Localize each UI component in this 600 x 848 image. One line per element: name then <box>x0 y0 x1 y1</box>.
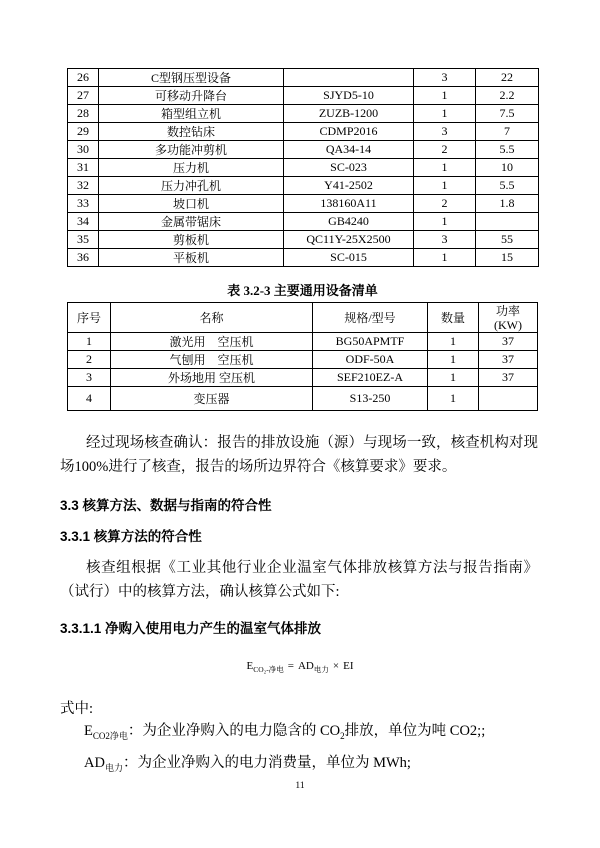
cell-qty: 2 <box>414 141 476 159</box>
cell-spec: CDMP2016 <box>284 123 414 141</box>
cell-no: 32 <box>68 177 99 195</box>
cell-no: 30 <box>68 141 99 159</box>
cell-spec: SJYD5-10 <box>284 87 414 105</box>
co2-subscript: 2 <box>340 730 345 741</box>
cell-name: 金属带锯床 <box>99 213 284 231</box>
formula-lhs: E <box>246 660 254 672</box>
heading-3-3-1-1: 3.3.1.1 净购入使用电力产生的温室气体排放 <box>60 621 322 636</box>
table-row <box>68 87 539 105</box>
definition-e-co2 <box>84 719 485 742</box>
cell-spec: ODF-50A <box>313 351 428 369</box>
cell-no: 2 <box>68 351 111 369</box>
cell-name: 变压器 <box>111 387 313 411</box>
cell-spec: Y41-2502 <box>284 177 414 195</box>
cell-power: 37 <box>479 351 538 369</box>
cell-name: 压力机 <box>99 159 284 177</box>
cell-name: 气刨用 空压机 <box>111 351 313 369</box>
table-row <box>68 141 539 159</box>
table-row <box>68 213 539 231</box>
cell-spec: 138160A11 <box>284 195 414 213</box>
cell-spec: SEF210EZ-A <box>313 369 428 387</box>
cell-no: 27 <box>68 87 99 105</box>
table-row <box>68 69 539 87</box>
table-row <box>68 387 538 411</box>
formula-where-label: 式中: <box>60 701 94 717</box>
cell-power: 1.8 <box>476 195 539 213</box>
cell-qty: 1 <box>428 387 479 411</box>
cell-qty: 1 <box>428 369 479 387</box>
cell-name: 多功能冲剪机 <box>99 141 284 159</box>
cell-spec: QA34-14 <box>284 141 414 159</box>
cell-no: 31 <box>68 159 99 177</box>
col-header-qty: 数量 <box>428 303 479 333</box>
cell-qty: 1 <box>428 351 479 369</box>
formula-rhs: AD <box>297 660 314 672</box>
symbol-e: E <box>84 723 93 739</box>
cell-name: 数控钻床 <box>99 123 284 141</box>
table-header-row <box>68 303 538 333</box>
table-row <box>68 351 538 369</box>
cell-spec: QC11Y-25X2500 <box>284 231 414 249</box>
symbol-e-subscript: CO2净电 <box>92 730 128 741</box>
cell-qty: 1 <box>414 213 476 231</box>
formula-rhs-subscript: 电力 <box>313 665 329 675</box>
cell-power: 5.5 <box>476 141 539 159</box>
cell-no: 34 <box>68 213 99 231</box>
cell-power: 5.5 <box>476 177 539 195</box>
cell-spec: S13-250 <box>313 387 428 411</box>
col-header-power-line1: 功率 <box>495 303 520 318</box>
cell-name: 激光用 空压机 <box>111 333 313 351</box>
cell-power: 55 <box>476 231 539 249</box>
cell-power: 15 <box>476 249 539 267</box>
cell-power: 37 <box>479 369 538 387</box>
cell-name: 坡口机 <box>99 195 284 213</box>
cell-qty: 3 <box>414 123 476 141</box>
cell-qty: 1 <box>414 249 476 267</box>
cell-power: 37 <box>479 333 538 351</box>
cell-name: 箱型组立机 <box>99 105 284 123</box>
cell-name: C型钢压型设备 <box>99 69 284 87</box>
symbol-ad-subscript: 电力 <box>104 762 123 773</box>
cell-qty: 2 <box>414 195 476 213</box>
cell-spec: ZUZB-1200 <box>284 105 414 123</box>
cell-qty: 1 <box>414 87 476 105</box>
cell-name: 剪板机 <box>99 231 284 249</box>
cell-power <box>476 213 539 231</box>
table-row <box>68 195 539 213</box>
table-row <box>68 369 538 387</box>
cell-spec: BG50APMTF <box>313 333 428 351</box>
cell-name: 可移动升降台 <box>99 87 284 105</box>
cell-power: 7.5 <box>476 105 539 123</box>
cell-qty: 1 <box>414 105 476 123</box>
paragraph-site-check: 经过现场核查确认：报告的排放设施（源）与现场一致，核查机构对现场100%进行了核查，报告的场所边界符合《核算要求》要求。 <box>60 435 538 475</box>
definition-e-text-tail: 排放，单位为吨 CO2;; <box>344 723 486 739</box>
formula-lhs-subscript: CO₂-净电 <box>253 665 284 675</box>
table-row <box>68 159 539 177</box>
cell-power: 7 <box>476 123 539 141</box>
table-row <box>68 177 539 195</box>
cell-no: 28 <box>68 105 99 123</box>
col-header-power <box>479 303 538 333</box>
cell-spec: SC-015 <box>284 249 414 267</box>
definition-ad-text: ：为企业净购入的电力消费量，单位为 MWh; <box>122 755 411 771</box>
definition-ad-power <box>84 751 411 774</box>
cell-qty: 3 <box>414 231 476 249</box>
symbol-ad: AD <box>84 755 105 771</box>
cell-no: 4 <box>68 387 111 411</box>
table-row <box>68 123 539 141</box>
heading-3-3-1: 3.3.1 核算方法的符合性 <box>60 529 202 544</box>
cell-power: 22 <box>476 69 539 87</box>
col-header-spec: 规格/型号 <box>313 303 428 333</box>
formula-factor: EI <box>343 660 354 672</box>
general-equipment-table <box>67 302 538 411</box>
cell-qty: 1 <box>428 333 479 351</box>
table-row <box>68 105 539 123</box>
heading-3-3: 3.3 核算方法、数据与指南的符合性 <box>60 498 272 513</box>
table-row <box>68 333 538 351</box>
definition-e-text: ：为企业净购入的电力隐含的 CO <box>127 723 341 739</box>
col-header-power-line2: (KW) <box>494 317 522 332</box>
cell-no: 1 <box>68 333 111 351</box>
paragraph-method: 核查组根据《工业其他行业企业温室气体排放核算方法与报告指南》（试行）中的核算方法，确认核算公式如下: <box>60 560 538 600</box>
equipment-table-continued <box>67 68 539 267</box>
cell-spec <box>284 69 414 87</box>
cell-no: 33 <box>68 195 99 213</box>
cell-no: 29 <box>68 123 99 141</box>
col-header-name: 名称 <box>111 303 313 333</box>
cell-qty: 1 <box>414 159 476 177</box>
cell-name: 外场地用 空压机 <box>111 369 313 387</box>
cell-spec: GB4240 <box>284 213 414 231</box>
cell-qty: 3 <box>414 69 476 87</box>
table-row <box>68 249 539 267</box>
cell-no: 3 <box>68 369 111 387</box>
multiply-sign: × <box>332 660 340 672</box>
cell-name: 压力冲孔机 <box>99 177 284 195</box>
page-number: 11 <box>295 781 305 791</box>
cell-name: 平板机 <box>99 249 284 267</box>
formula-net-electricity-emission <box>0 660 600 675</box>
cell-power: 10 <box>476 159 539 177</box>
equals-sign: = <box>287 660 294 672</box>
cell-qty: 1 <box>414 177 476 195</box>
table-row <box>68 231 539 249</box>
col-header-no: 序号 <box>68 303 111 333</box>
cell-spec: SC-023 <box>284 159 414 177</box>
cell-no: 26 <box>68 69 99 87</box>
cell-no: 35 <box>68 231 99 249</box>
table-caption: 表 3.2-3 主要通用设备清单 <box>227 283 378 298</box>
cell-no: 36 <box>68 249 99 267</box>
cell-power <box>479 387 538 411</box>
cell-power: 2.2 <box>476 87 539 105</box>
